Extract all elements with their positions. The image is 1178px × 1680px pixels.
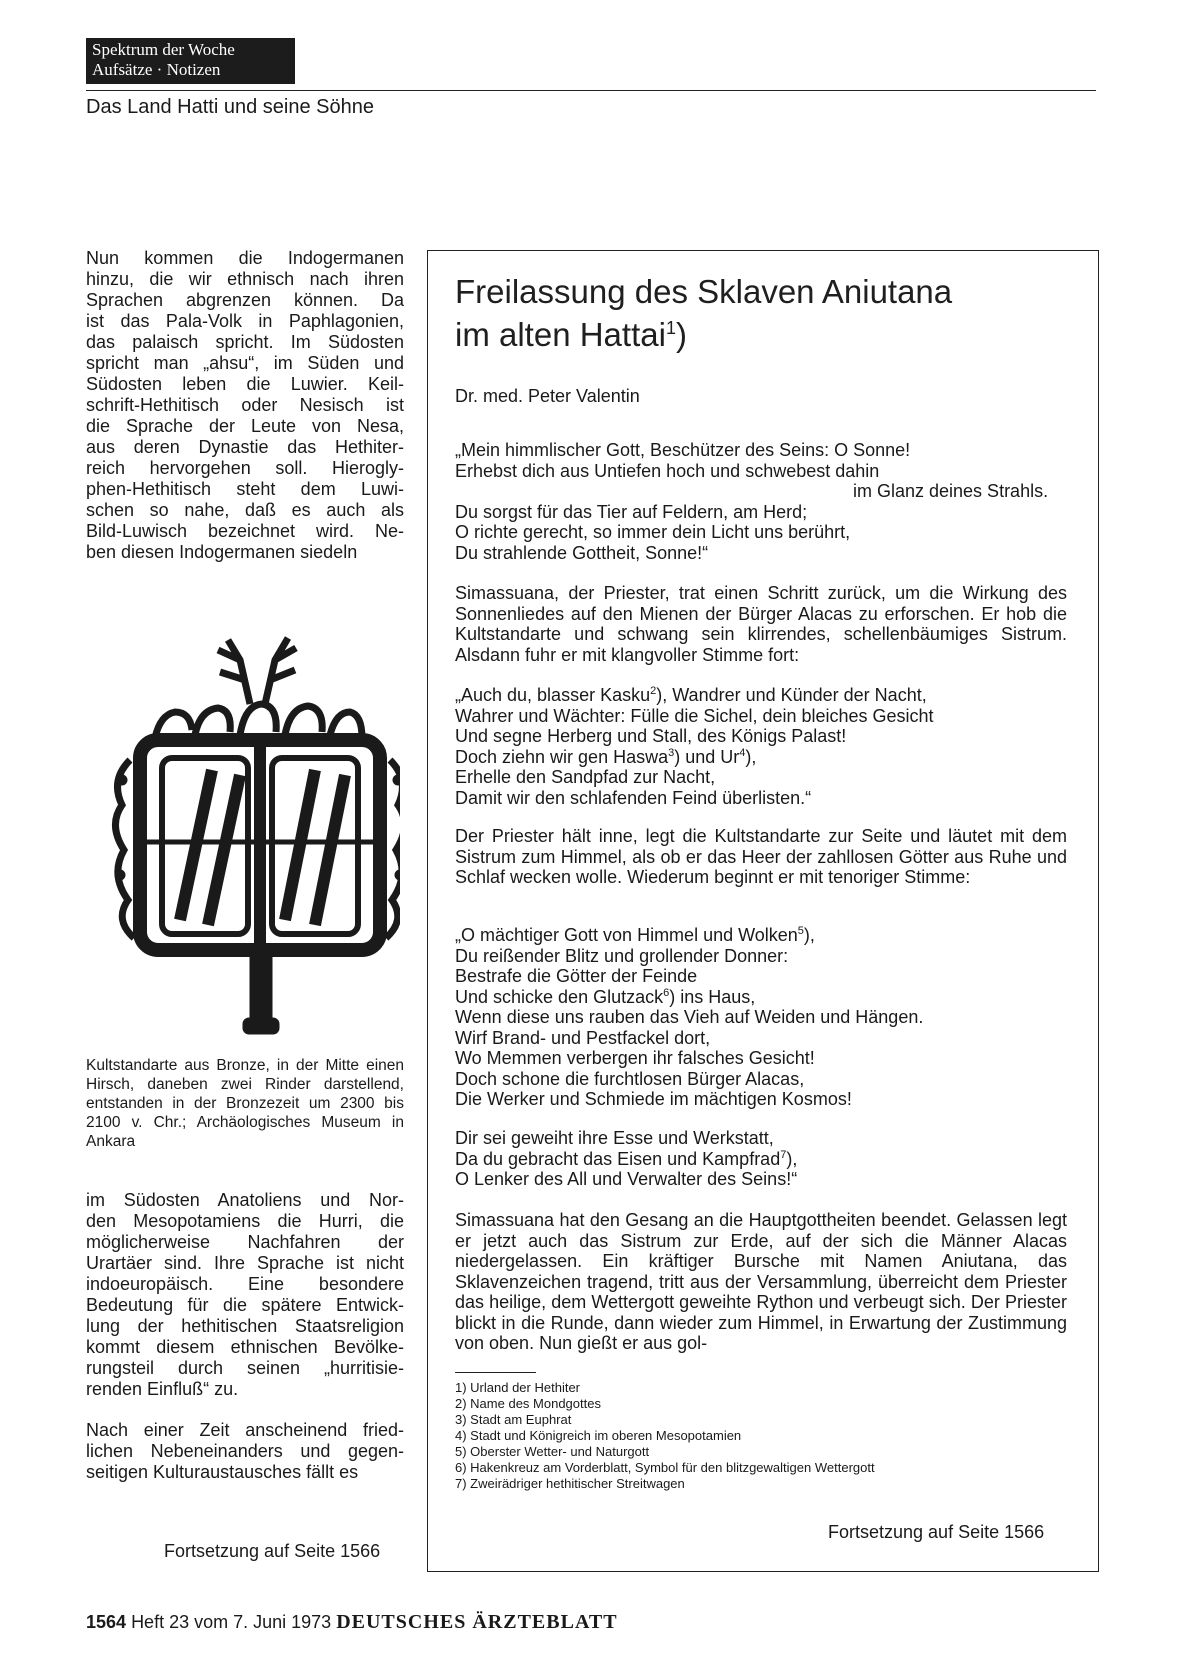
left-paragraph-2	[86, 1190, 404, 1400]
footnote: 3) Stadt am Euphrat	[455, 1412, 572, 1427]
prose-paragraph: Simassuana hat den Gesang an die Hauptgottheiten beendet. Gelassen legt er jetzt auch das Sistrum zur Erde, auf der sich die Männer Alacas niedergelassen. Ein kräftiger Bursche mit Namen Aniutana, das Sklavenzeichen tragend, tritt aus der Versammlung, überreicht dem Priester das heilige, dem Wettergott geweihte Rython und verbeugt sich. Der Priester blickt in die Runde, dann wieder zum Himmel, in Erwartung der Zustimmung von oben. Nun gießt er aus gol-	[455, 1210, 1067, 1353]
poem-line: Die Werker und Schmiede im mächtigen Kosmos!	[455, 1089, 852, 1109]
left-continuation: Fortsetzung auf Seite 1566	[164, 1541, 381, 1561]
poem-line: Doch schone die furchtlosen Bürger Alacas,	[455, 1068, 805, 1089]
text-line: Nach einer Zeit anscheinend fried-	[86, 1420, 404, 1440]
footnote: 6) Hakenkreuz am Vorderblatt, Symbol für den blitzgewaltigen Wettergott	[455, 1460, 875, 1475]
text-line: Nun kommen die Indogermanen	[86, 248, 404, 268]
page-number: 1564	[86, 1612, 127, 1632]
poem-line: Damit wir den schlafenden Feind überlisten.“	[455, 787, 812, 808]
poem-line: Dir sei geweiht ihre Esse und Werkstatt,	[455, 1128, 774, 1148]
section-title: Das Land Hatti und seine Söhne	[86, 96, 374, 118]
text-line: Bild-Luwisch bezeichnet wird. Ne-	[86, 521, 404, 541]
rubric-line-1: Spektrum der Woche	[92, 40, 235, 59]
poem-line: Wahrer und Wächter: Fülle die Sichel, dein bleiches Gesicht	[455, 705, 934, 726]
footnote-ref: 5	[797, 925, 804, 937]
header-rule	[86, 90, 1096, 91]
prose-2	[455, 826, 1067, 888]
poem-3: „O mächtiger Gott von Himmel und Wolken$^5$), Du reißender Blitz und grollender Donner: Bestrafe die Götter der Feinde Und schicke den Glutzack$^6$) ins Haus, Wenn diese uns rauben das Vieh auf Weiden und Hängen. Wirf Brand- und Pestfackel dort, Wo Memmen verbergen ihr falsches Gesicht! Doch schone die furchtlosen Bürger Alacas, Die Werker und Schmiede im mächtigen Kosmos!	[455, 925, 1067, 1110]
poem-line: O Lenker des All und Verwalter des Seins!“	[455, 1169, 798, 1189]
bronze-standard-figure	[100, 620, 400, 1050]
footnote-ref: 7	[780, 1148, 787, 1161]
text-line: Urartäer sind. Ihre Sprache ist nicht	[86, 1253, 404, 1273]
poem-4: Dir sei geweiht ihre Esse und Werkstatt, Da du gebracht das Eisen und Kampfrad$^7$), O Lenker des All und Verwalter des Seins!“	[455, 1128, 1067, 1190]
text-line: Südosten leben die Luwier. Keil-	[86, 374, 404, 394]
left-paragraph-3	[86, 1420, 404, 1483]
text-line: im Südosten Anatoliens und Nor-	[86, 1190, 404, 1210]
text-line: schrift-Hethitisch oder Nesisch ist	[86, 395, 404, 415]
poem-line: Wirf Brand- und Pestfackel dort,	[455, 1027, 711, 1048]
text-line: reich hervorgehen soll. Hierogly-	[86, 458, 404, 478]
prose-3	[455, 1210, 1067, 1354]
text-line: Sprachen abgrenzen können. Da	[86, 290, 404, 310]
poem-line: Und segne Herberg und Stall, des Königs Palast!	[455, 726, 847, 746]
text-line: aus deren Dynastie das Hethiter-	[86, 437, 404, 457]
footnotes	[455, 1380, 875, 1492]
footnote-ref: 2	[650, 685, 657, 697]
text-line: hinzu, die wir ethnisch nach ihren	[86, 269, 404, 289]
text-line: ben diesen Indogermanen siedeln	[86, 542, 358, 562]
footnote: 4) Stadt und Königreich im oberen Mesopotamien	[455, 1428, 742, 1443]
text-line: ist das Pala-Volk in Paphlagonien,	[86, 311, 404, 331]
text-line: möglicherweise Nachfahren der	[86, 1232, 404, 1252]
poem-line: Erhelle den Sandpfad zur Nacht,	[455, 767, 716, 787]
text-line: lichen Nebeneinanders und gegen-	[86, 1441, 404, 1461]
text-line: schen so nahe, daß es auch als	[86, 500, 404, 520]
story-title-line-1: Freilassung des Sklaven Aniutana	[455, 273, 953, 310]
poem-2: „Auch du, blasser Kasku$^2$), Wandrer und Künder der Nacht, Wahrer und Wächter: Fülle die Sichel, dein bleiches Gesicht Und segne Herberg und Stall, des Königs Palast! Doch ziehn wir gen Haswa$^3$) und Ur$^4$), Erhelle den Sandpfad zur Nacht, Damit wir den schlafenden Feind überlisten.“	[455, 685, 1067, 808]
footnote: 7) Zweirädriger hethitischer Streitwagen	[455, 1476, 685, 1491]
journal-name: DEUTSCHES ÄRZTEBLATT	[336, 1611, 618, 1633]
poem-line: Bestrafe die Götter der Feinde	[455, 966, 698, 986]
poem-line: im Glanz deines Strahls.	[853, 481, 1049, 501]
footnote-ref: 3	[668, 746, 675, 759]
poem-line: Wo Memmen verbergen ihr falsches Gesicht!	[455, 1048, 815, 1068]
footnote-ref: 6	[663, 986, 670, 999]
text-line: indoeuropäisch. Eine besondere	[86, 1274, 404, 1294]
poem-line: Erhebst dich aus Untiefen hoch und schwebest dahin	[455, 460, 880, 481]
poem-line: O richte gerecht, so immer dein Licht uns berührt,	[455, 522, 851, 542]
footnote-ref: 4	[739, 746, 746, 759]
text-line: spricht man „ahsu“, im Süden und	[86, 353, 404, 373]
footnote: 2) Name des Mondgottes	[455, 1396, 601, 1411]
poem-1	[455, 440, 1067, 563]
story-title-line-2: im alten Hattai	[455, 316, 666, 353]
figure-caption: Kultstandarte aus Bronze, in der Mitte einen Hirsch, daneben zwei Rinder darstellend, entstanden in der Bronzezeit um 2300 bis 2100 v. Chr.; Archäologisches Museum in Ankara	[86, 1057, 404, 1150]
story-author: Dr. med. Peter Valentin	[455, 386, 640, 406]
poem-line: Du sorgst für das Tier auf Feldern, am Herd;	[455, 501, 808, 522]
text-line: phen-Hethitisch steht dem Luwi-	[86, 479, 404, 499]
poem-line: Wenn diese uns rauben das Vieh auf Weiden und Hängen.	[455, 1007, 924, 1027]
section-rubric	[86, 38, 295, 84]
poem-line: Du reißender Blitz und grollender Donner:	[455, 945, 789, 966]
text-line: lung der hethitischen Staatsreligion	[86, 1316, 404, 1336]
footnote: 1) Urland der Hethiter	[455, 1380, 580, 1395]
page-footer	[86, 1610, 618, 1634]
text-line: renden Einfluß“ zu.	[86, 1379, 239, 1399]
text-line: Bedeutung für die spätere Entwick-	[86, 1295, 404, 1315]
footnote: 5) Oberster Wetter- und Naturgott	[455, 1444, 650, 1459]
title-footnote-ref: 1	[665, 318, 676, 338]
poem-line: Du strahlende Gottheit, Sonne!“	[455, 542, 709, 563]
prose-paragraph: Der Priester hält inne, legt die Kultstandarte zur Seite und läutet mit dem Sistrum zum Himmel, als ob er das Heer der zahllosen Götter aus Ruhe und Schlaf wecken wolle. Wiederum beginnt er mit tenoriger Stimme:	[455, 826, 1067, 887]
footnote-rule	[455, 1372, 536, 1373]
poem-line: „Mein himmlischer Gott, Beschützer des Seins: O Sonne!	[455, 440, 911, 460]
text-line: seitigen Kulturaustausches fällt es	[86, 1462, 359, 1482]
text-line: kommt diesem ethnischen Bevölke-	[86, 1337, 404, 1357]
box-continuation: Fortsetzung auf Seite 1566	[828, 1522, 1045, 1542]
rubric-line-2: Aufsätze · Notizen	[92, 60, 221, 79]
story-title	[455, 270, 1075, 356]
text-line: das palaisch spricht. Im Südosten	[86, 332, 404, 352]
text-line: den Mesopotamiens die Hurri, die	[86, 1211, 404, 1231]
text-line: rungsteil durch seinen „hurritisie-	[86, 1358, 404, 1378]
issue-info: Heft 23 vom 7. Juni 1973	[131, 1612, 332, 1632]
prose-paragraph: Simassuana, der Priester, trat einen Schritt zurück, um die Wirkung des Sonnenliedes auf den Mienen der Bürger Alacas zu erforschen. Er hob die Kultstandarte und schwang sein klirrendes, schellenbäumiges Sistrum. Alsdann fuhr er mit klangvoller Stimme fort:	[455, 583, 1067, 665]
text-line: die Sprache der Leute von Nesa,	[86, 416, 404, 436]
prose-1	[455, 583, 1067, 665]
title-close-paren: )	[675, 316, 687, 353]
left-paragraph-1	[86, 248, 404, 563]
